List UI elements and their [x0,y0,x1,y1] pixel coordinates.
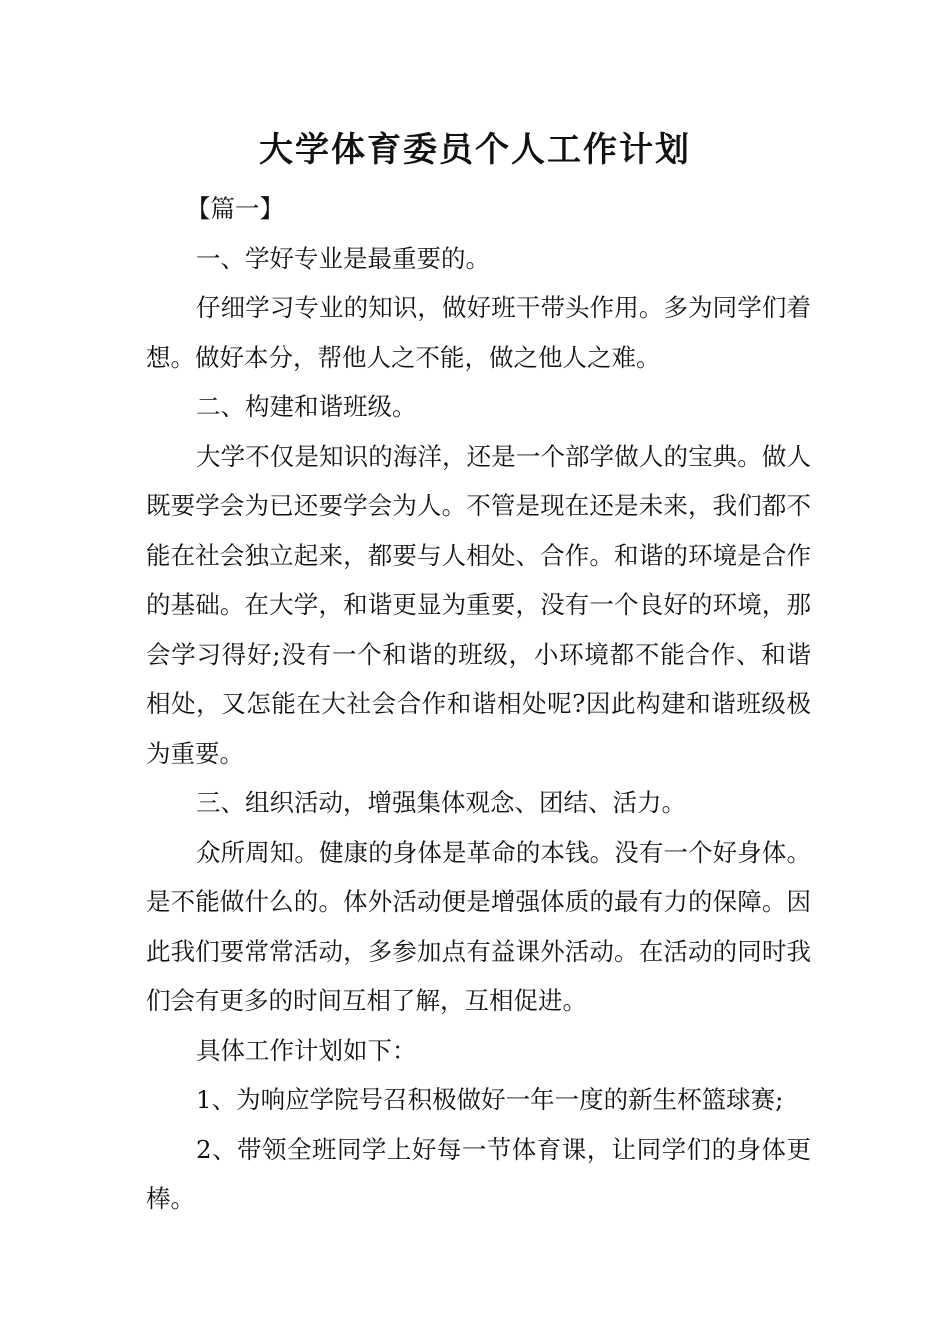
document-title: 大学体育委员个人工作计划 [259,130,691,170]
section-tag: 【篇一】 [186,194,284,223]
plan-intro: 具体工作计划如下： [196,1035,417,1065]
document-body [146,184,811,1224]
heading-one: 一、学好专业是最重要的。 [196,243,490,273]
heading-two: 二、构建和谐班级。 [196,392,417,421]
plan-item-2: 2、带领全班同学上好每一节体育课，让同学们的身体更棒。 [146,1134,811,1213]
heading-three: 三、组织活动，增强集体观念、团结、活力。 [196,788,686,817]
paragraph-two: 大学不仅是知识的海洋，还是一个部学做人的宝典。做人既要学会为已还要学会为人。不管是现在还是未来，我们都不能在社会独立起来，都要与人相处、合作。和谐的环境是合作的基础。在大学，和谐更显为重要，没有一个良好的环境，那会学习得好;没有一个和谐的班级，小环境都不能合作、和谐相处，又怎能在大社会合作和谐相处呢?因此构建和谐班级极为重要。 [146,441,811,768]
paragraph-one: 仔细学习专业的知识，做好班干带头作用。多为同学们着想。做好本分，帮他人之不能，做之他人之难。 [146,293,811,372]
paragraph-three: 众所周知。健康的身体是革命的本钱。没有一个好身体。是不能做什么的。体外活动便是增强体质的最有力的保障。因此我们要常常活动，多参加点有益课外活动。在活动的同时我们会有更多的时间互相了解，互相促进。 [146,837,811,1015]
plan-item-1: 1、为响应学院号召积极做好一年一度的新生杯篮球赛; [196,1085,784,1114]
